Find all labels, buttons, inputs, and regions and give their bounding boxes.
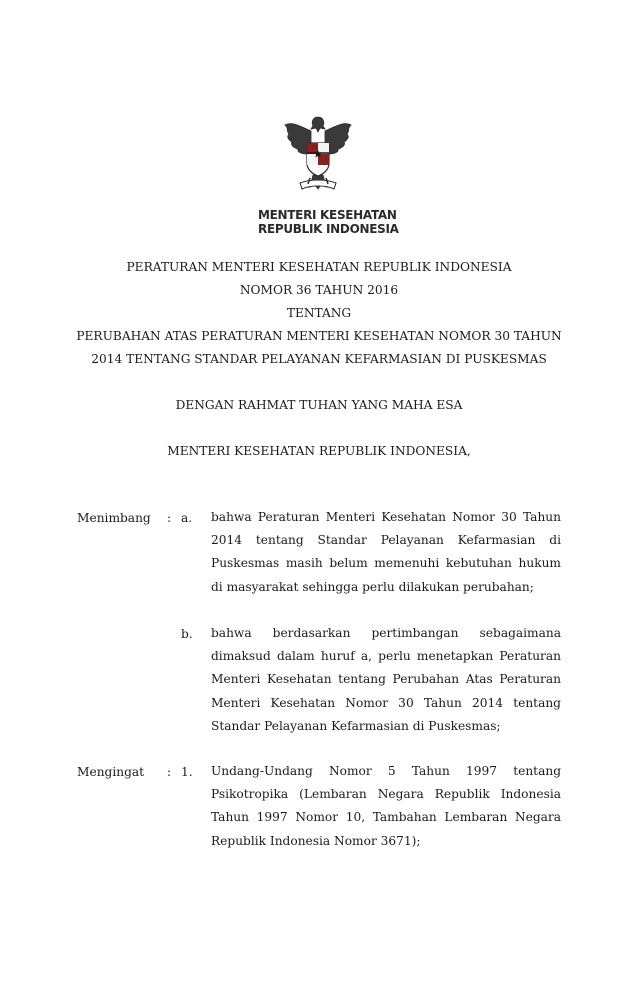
logo-line-1: MENTERI KESEHATAN — [258, 208, 397, 222]
subject-line-2: 2014 TENTANG STANDAR PELAYANAN KEFARMASIAN DI PUSKESMAS — [91, 352, 547, 366]
menimbang-label: Menimbang — [77, 511, 151, 525]
authority-line: MENTERI KESEHATAN REPUBLIK INDONESIA, — [167, 444, 471, 458]
regulation-number: NOMOR 36 TAHUN 2016 — [239, 283, 399, 297]
about-heading: TENTANG — [286, 306, 352, 320]
blessing-line: DENGAN RAHMAT TUHAN YANG MAHA ESA — [175, 398, 463, 412]
menimbang-marker-a: a. — [181, 511, 193, 525]
mengingat-colon: : — [167, 765, 172, 779]
menimbang-item-a: bahwa Peraturan Menteri Kesehatan Nomor 30 Tahun 2014 tentang Standar Pelayanan Kefarmasian di Puskesmas masih belum memenuhi kebutuhan hukum di masyarakat sehingga perlu dilakukan perubahan; — [211, 510, 561, 594]
mengingat-label: Mengingat — [77, 765, 145, 779]
menimbang-item-b: bahwa berdasarkan pertimbangan sebagaimana dimaksud dalam huruf a, perlu menetapkan Peraturan Menteri Kesehatan tentang Perubahan Atas Peraturan Menteri Kesehatan Nomor 30 Tahun 2014 tentang Standar Pelayanan Kefarmasian di Puskesmas; — [211, 626, 561, 733]
mengingat-item-1: Undang-Undang Nomor 5 Tahun 1997 tentang Psikotropika (Lembaran Negara Republik Indonesia Tahun 1997 Nomor 10, Tambahan Lembaran Negara Republik Indonesia Nomor 3671); — [211, 764, 561, 848]
regulation-title: PERATURAN MENTERI KESEHATAN REPUBLIK INDONESIA — [126, 260, 512, 274]
logo-line-2: REPUBLIK INDONESIA — [258, 221, 399, 236]
mengingat-marker-1: 1. — [181, 765, 193, 779]
menimbang-marker-b: b. — [181, 627, 193, 641]
garuda-emblem-icon — [280, 113, 356, 197]
menimbang-colon: : — [167, 511, 172, 525]
ministry-logo — [258, 208, 399, 239]
subject-line-1: PERUBAHAN ATAS PERATURAN MENTERI KESEHATAN NOMOR 30 TAHUN — [76, 329, 562, 343]
